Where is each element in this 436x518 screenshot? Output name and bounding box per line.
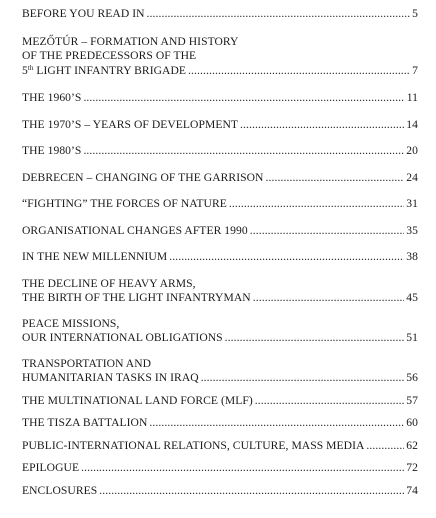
- toc-entry-title-line: [22, 64, 186, 79]
- toc-entry[interactable]: [22, 416, 418, 431]
- toc-page-number: 38: [406, 250, 418, 263]
- toc-entry[interactable]: [22, 277, 418, 306]
- toc-page-number: 14: [406, 117, 418, 131]
- dot-leader: [265, 171, 404, 186]
- toc-entry-title-line: ENCLOSURES: [22, 483, 98, 497]
- toc-entry-title-line: PUBLIC-INTERNATIONAL RELATIONS, CULTURE, MASS MEDIA: [22, 438, 365, 452]
- toc-entry[interactable]: [22, 118, 418, 133]
- dot-leader: [149, 416, 404, 431]
- toc-entry-title-line: BEFORE YOU READ IN: [22, 7, 145, 20]
- toc-entry[interactable]: [22, 461, 418, 476]
- dot-leader: [255, 394, 405, 409]
- toc-entry-title-line: PEACE MISSIONS,: [22, 316, 120, 330]
- dot-leader: [81, 461, 404, 476]
- toc-page-number: 7: [412, 63, 418, 77]
- toc-entry-title-line: THE BIRTH OF THE LIGHT INFANTRYMAN: [22, 291, 251, 304]
- toc-page-number: 74: [406, 483, 418, 497]
- toc-page-number: 62: [406, 438, 418, 452]
- toc-page-number: 31: [406, 197, 418, 210]
- toc-entry-title-part: LIGHT INFANTRY BRIGADE: [33, 63, 187, 77]
- toc-entry-title-line: THE MULTINATIONAL LAND FORCE (MLF): [22, 393, 253, 407]
- table-of-contents: [22, 7, 418, 498]
- toc-page-number: 11: [406, 91, 418, 104]
- dot-leader: [147, 7, 411, 22]
- dot-leader: [240, 118, 404, 133]
- toc-entry[interactable]: [22, 394, 418, 409]
- dot-leader: [201, 371, 405, 386]
- toc-entry-title-line: OF THE PREDECESSORS OF THE: [22, 49, 197, 62]
- toc-entry[interactable]: [22, 484, 418, 499]
- toc-page-number: 35: [406, 223, 418, 237]
- dot-leader: [253, 291, 405, 306]
- toc-page-number: 24: [406, 170, 418, 184]
- toc-page-number: 72: [406, 461, 418, 474]
- toc-entry-title-line: OUR INTERNATIONAL OBLIGATIONS: [22, 331, 223, 344]
- toc-entry[interactable]: [22, 250, 418, 265]
- toc-entry-title-line: EPILOGUE: [22, 461, 80, 474]
- toc-entry[interactable]: [22, 171, 418, 186]
- ordinal-superscript: th: [27, 63, 34, 72]
- toc-page-number: 57: [406, 393, 418, 407]
- dot-leader: [83, 144, 404, 159]
- toc-entry-title-line: THE DECLINE OF HEAVY ARMS,: [22, 276, 196, 290]
- toc-entry-title-part: 5: [22, 63, 28, 77]
- toc-page-number: 51: [406, 331, 418, 344]
- toc-entry-title-line: TRANSPORTATION AND: [22, 356, 152, 370]
- toc-entry-title-line: THE 1960’S: [22, 91, 82, 104]
- dot-leader: [229, 197, 404, 212]
- dot-leader: [225, 331, 405, 346]
- toc-entry-title-line: ORGANISATIONAL CHANGES AFTER 1990: [22, 223, 248, 237]
- dot-leader: [366, 439, 404, 454]
- toc-entry[interactable]: [22, 317, 418, 346]
- dot-leader: [188, 64, 410, 79]
- toc-page-number: 56: [406, 371, 418, 384]
- dot-leader: [169, 250, 404, 265]
- toc-entry-title-line: THE TISZA BATTALION: [22, 416, 148, 429]
- toc-entry-title-line: HUMANITARIAN TASKS IN IRAQ: [22, 371, 199, 384]
- toc-entry[interactable]: [22, 91, 418, 106]
- toc-entry[interactable]: [22, 357, 418, 386]
- toc-entry-title-line: THE 1970’S – YEARS OF DEVELOPMENT: [22, 117, 239, 131]
- toc-page-number: 60: [406, 416, 418, 429]
- toc-entry[interactable]: [22, 7, 418, 22]
- toc-page-number: 45: [406, 291, 418, 304]
- toc-entry[interactable]: [22, 35, 418, 79]
- toc-entry[interactable]: [22, 144, 418, 159]
- toc-entry[interactable]: [22, 197, 418, 212]
- dot-leader: [99, 484, 404, 499]
- toc-entry-title-line: “FIGHTING” THE FORCES OF NATURE: [22, 197, 227, 210]
- toc-entry[interactable]: [22, 439, 418, 454]
- toc-page-number: 20: [406, 144, 418, 157]
- toc-entry-title-line: DEBRECEN – CHANGING OF THE GARRISON: [22, 170, 264, 184]
- toc-page-number: 5: [412, 7, 418, 20]
- toc-entry-title-line: IN THE NEW MILLENNIUM: [22, 250, 168, 263]
- dot-leader: [250, 224, 405, 239]
- toc-entry-title-line: MEZŐTÚR – FORMATION AND HISTORY: [22, 34, 239, 48]
- dot-leader: [83, 91, 404, 106]
- toc-entry-title-line: THE 1980’S: [22, 144, 82, 157]
- toc-entry[interactable]: [22, 224, 418, 239]
